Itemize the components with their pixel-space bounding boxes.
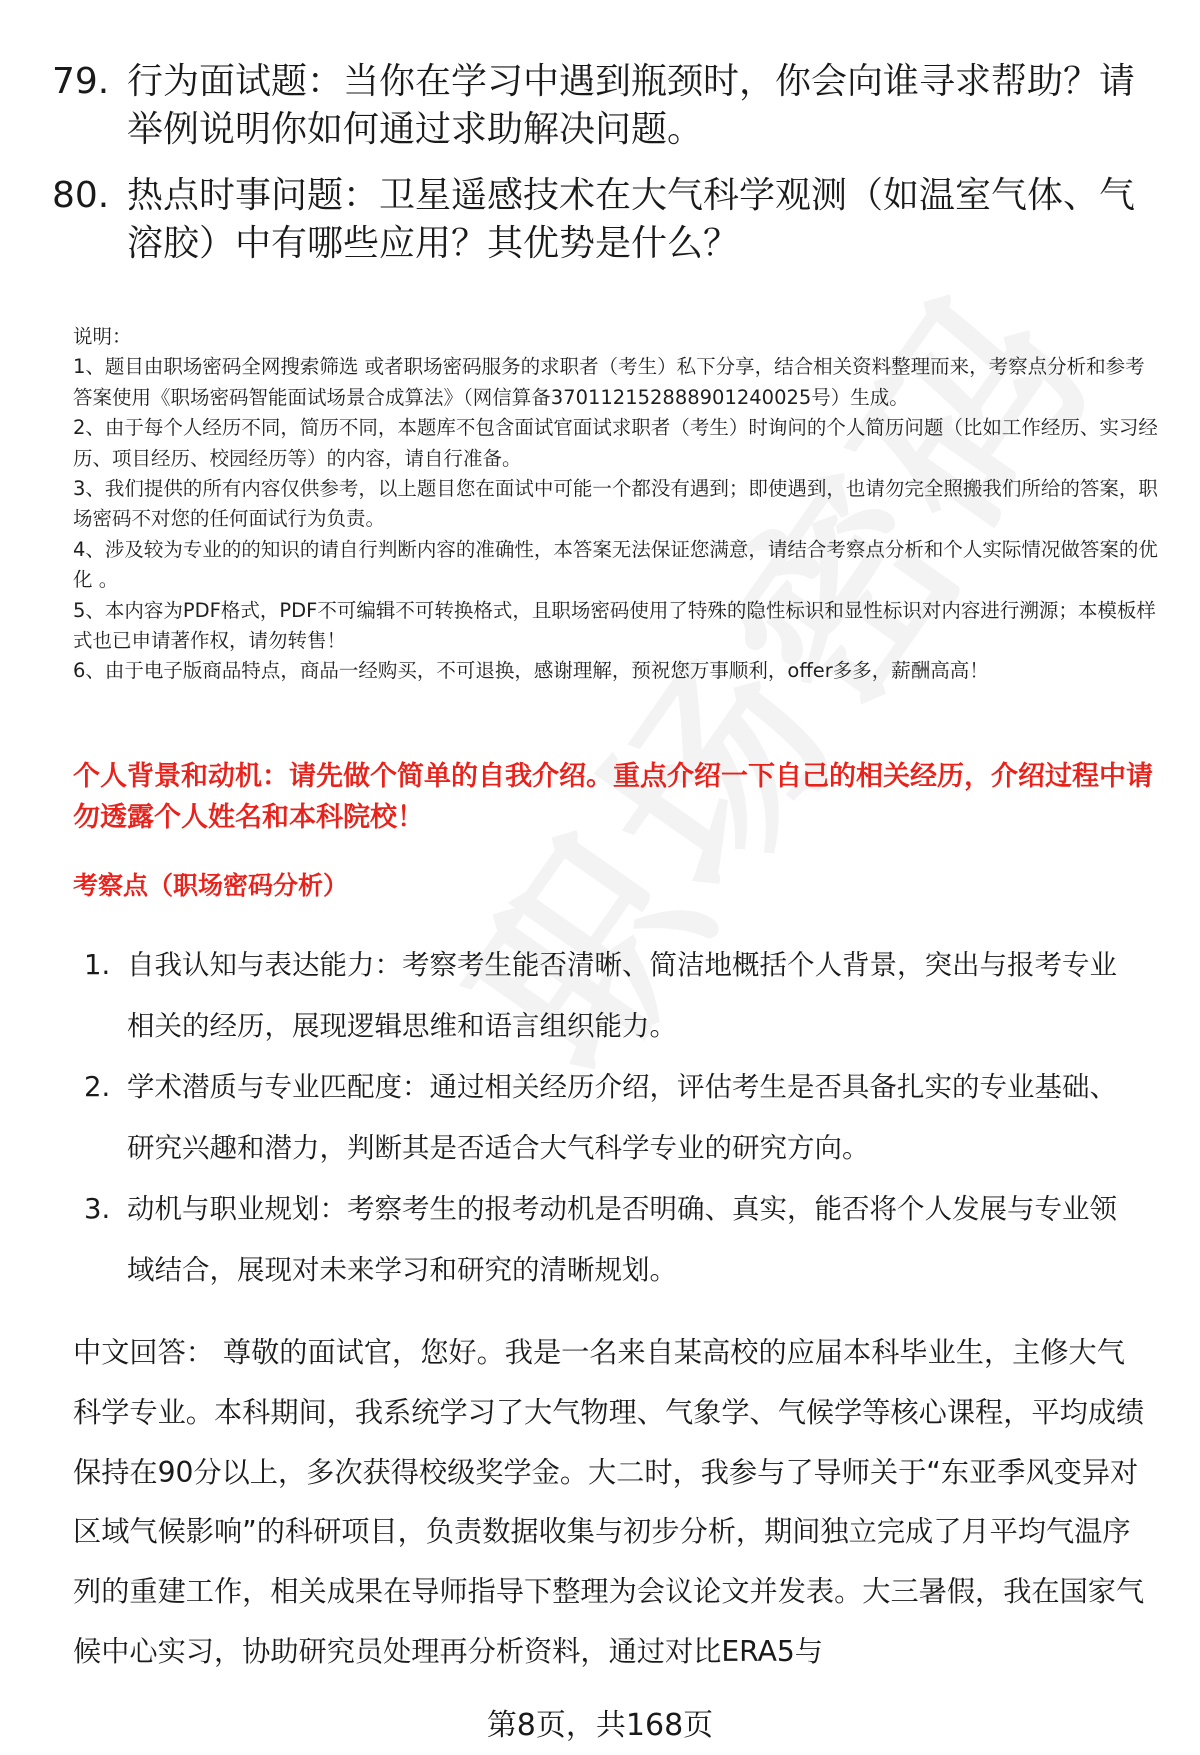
notes-block xyxy=(73,322,1163,687)
note-item: 5、本内容为PDF格式，PDF不可编辑不可转换格式，且职场密码使用了特殊的隐性标识和显性标识对内容进行溯源；本模板样式也已申请著作权，请勿转售！ xyxy=(73,598,1156,653)
notes-title: 说明： xyxy=(73,325,132,348)
note-item: 1、题目由职场密码全网搜索筛选 或者职场密码服务的求职者（考生）私下分享，结合相关资料整理而来，考察点分析和参考答案使用《职场密码智能面试场景合成算法》（网信算备370112152888901240025号）生成。 xyxy=(73,355,1145,409)
point-text: 自我认知与表达能力：考察考生能否清晰、简洁地概括个人背景，突出与报考专业相关的经历，展现逻辑思维和语言组织能力。 xyxy=(127,949,1117,1042)
analysis-point xyxy=(0,935,1200,1057)
question-text: 热点时事问题：卫星遥感技术在大气科学观测（如温室气体、气溶胶）中有哪些应用？其优势是什么？ xyxy=(127,175,1136,264)
analysis-points xyxy=(0,935,1200,1301)
page-footer: 第8页，共168页 xyxy=(486,1708,714,1743)
point-number: 3. xyxy=(84,1193,111,1225)
point-text: 动机与职业规划：考察考生的报考动机是否明确、真实，能否将个人发展与专业领域结合，展现对未来学习和研究的清晰规划。 xyxy=(127,1193,1117,1286)
note-item: 2、由于每个人经历不同，简历不同，本题库不包含面试官面试求职者（考生）时询问的个人简历问题（比如工作经历、实习经历、项目经历、校园经历等）的内容，请自行准备。 xyxy=(73,416,1158,470)
analysis-point xyxy=(0,1057,1200,1179)
answer-text: 中文回答： 尊敬的面试官，您好。我是一名来自某高校的应届本科毕业生，主修大气科学专业。本科期间，我系统学习了大气物理、气象学、气候学等核心课程，平均成绩保持在90分以上，多次获得校级奖学金。大二时，我参与了导师关于“东亚季风变异对区域气候影响”的科研项目，负责数据收集与初步分析，期间独立完成了月平均气温序列的重建工作，相关成果在导师指导下整理为会议论文并发表。大三暑假，我在国家气候中心实习，协助研究员处理再分析资料，通过对比ERA5与 xyxy=(73,1336,1145,1668)
note-item: 3、我们提供的所有内容仅供参考，以上题目您在面试中可能一个都没有遇到；即使遇到，也请勿完全照搬我们所给的答案，职场密码不对您的任何面试行为负责。 xyxy=(73,477,1158,531)
analysis-point xyxy=(0,1179,1200,1301)
point-text: 学术潜质与专业匹配度：通过相关经历介绍，评估考生是否具备扎实的专业基础、研究兴趣和潜力，判断其是否适合大气科学专业的研究方向。 xyxy=(127,1071,1117,1164)
question-number: 80. xyxy=(52,175,110,216)
question-number: 79. xyxy=(52,61,110,102)
point-number: 1. xyxy=(84,949,111,981)
question-text: 行为面试题：当你在学习中遇到瓶颈时，你会向谁寻求帮助？请举例说明你如何通过求助解决问题。 xyxy=(127,61,1136,150)
note-item: 6、由于电子版商品特点，商品一经购买，不可退换，感谢理解，预祝您万事顺利，offer多多，薪酬高高！ xyxy=(73,659,989,683)
section-question: 个人背景和动机：请先做个简单的自我介绍。重点介绍一下自己的相关经历，介绍过程中请勿透露个人姓名和本科院校！ xyxy=(73,761,1153,833)
note-item: 4、涉及较为专业的的知识的请自行判断内容的准确性，本答案无法保证您满意，请结合考察点分析和个人实际情况做答案的优化 。 xyxy=(73,537,1158,592)
point-number: 2. xyxy=(84,1071,111,1103)
analysis-heading: 考察点（职场密码分析） xyxy=(73,871,349,900)
